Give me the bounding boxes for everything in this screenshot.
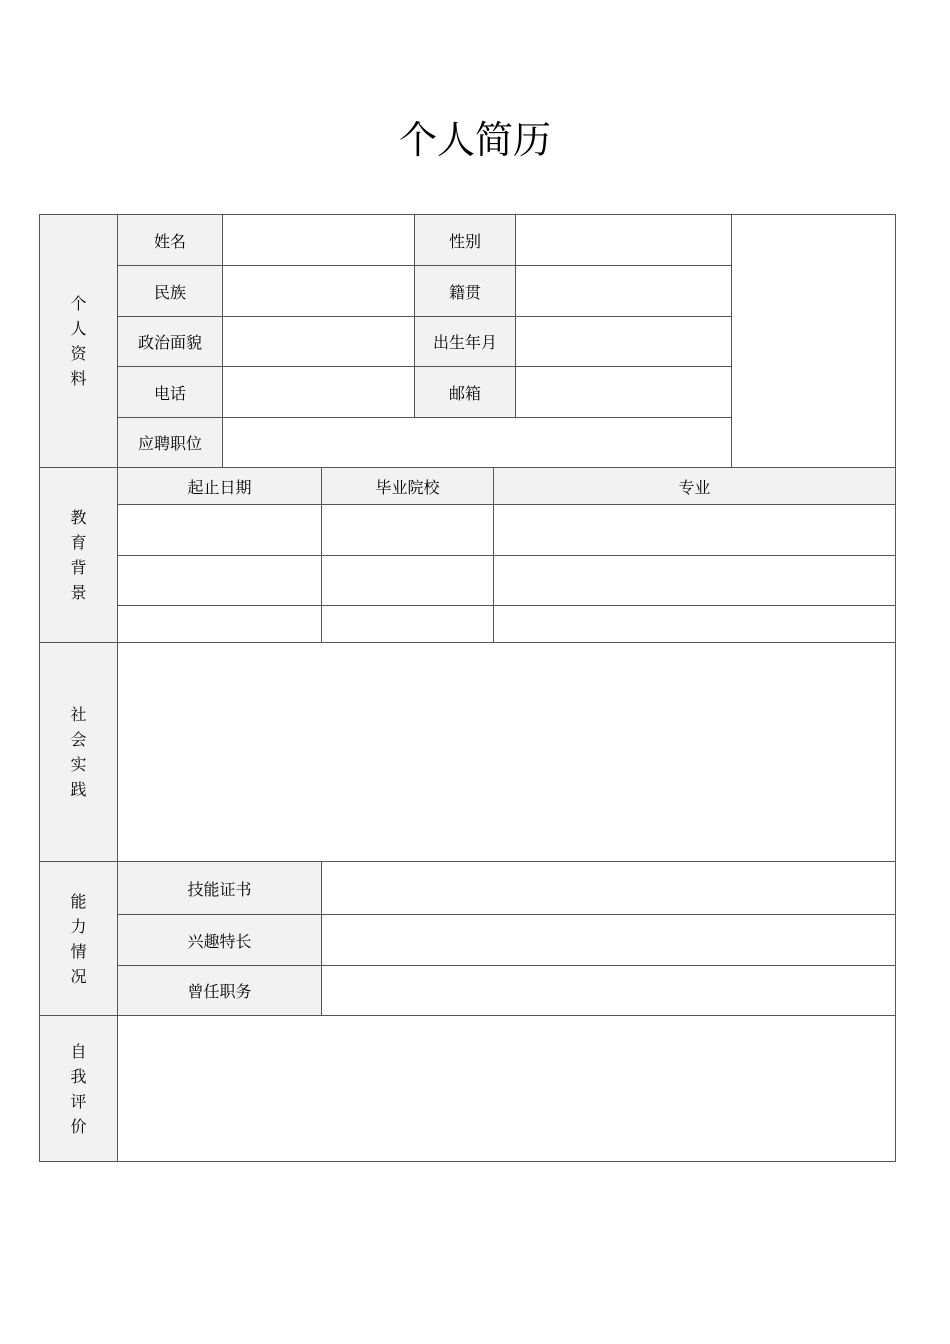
ethnicity-field[interactable] <box>223 266 415 317</box>
education-dates-cell[interactable] <box>118 606 322 643</box>
education-school-cell[interactable] <box>322 505 494 556</box>
native-place-field[interactable] <box>516 266 732 317</box>
social-practice-field[interactable] <box>118 643 896 862</box>
section-ability-char: 力 <box>70 916 87 936</box>
page-title: 个人简历 <box>398 118 551 162</box>
gender-label: 性别 <box>415 215 516 266</box>
political-status-label: 政治面貌 <box>118 317 223 367</box>
section-personal-char: 个 <box>70 294 87 313</box>
section-evaluation-char: 价 <box>70 1116 87 1136</box>
section-education-char: 教 <box>70 508 87 527</box>
education-school-cell[interactable] <box>322 606 494 643</box>
education-school-cell[interactable] <box>322 556 494 606</box>
education-header-major: 专业 <box>494 468 896 505</box>
email-label: 邮箱 <box>415 367 516 418</box>
section-personal-char: 料 <box>70 369 87 388</box>
section-practice-char: 践 <box>70 780 87 799</box>
native-place-label: 籍贯 <box>415 266 516 317</box>
section-social-practice <box>40 643 118 862</box>
hobbies-field[interactable] <box>322 915 896 966</box>
education-major-cell[interactable] <box>494 505 896 556</box>
hobbies-label: 兴趣特长 <box>118 915 322 966</box>
certificates-label: 技能证书 <box>118 862 322 915</box>
section-ability-char: 能 <box>70 891 87 911</box>
photo-box[interactable] <box>732 215 896 468</box>
section-evaluation-char: 我 <box>70 1066 87 1086</box>
section-personal-info <box>40 215 118 468</box>
previous-positions-label: 曾任职务 <box>118 966 322 1016</box>
section-personal-char: 资 <box>70 344 87 363</box>
section-practice-char: 会 <box>70 730 87 749</box>
section-practice-char: 实 <box>70 755 87 774</box>
previous-positions-field[interactable] <box>322 966 896 1016</box>
certificates-field[interactable] <box>322 862 896 915</box>
name-label: 姓名 <box>118 215 223 266</box>
section-evaluation-char: 评 <box>70 1091 87 1111</box>
position-field[interactable] <box>223 418 732 468</box>
email-field[interactable] <box>516 367 732 418</box>
section-self-evaluation <box>40 1016 118 1162</box>
section-education <box>40 468 118 643</box>
name-field[interactable] <box>223 215 415 266</box>
education-dates-cell[interactable] <box>118 505 322 556</box>
section-personal-char: 人 <box>70 319 87 338</box>
education-major-cell[interactable] <box>494 556 896 606</box>
phone-label: 电话 <box>118 367 223 418</box>
education-header-dates: 起止日期 <box>118 468 322 505</box>
education-major-cell[interactable] <box>494 606 896 643</box>
ethnicity-label: 民族 <box>118 266 223 317</box>
birth-date-label: 出生年月 <box>415 317 516 367</box>
gender-field[interactable] <box>516 215 732 266</box>
section-evaluation-char: 自 <box>70 1041 87 1061</box>
section-ability-char: 情 <box>70 941 87 961</box>
section-practice-char: 社 <box>70 705 87 724</box>
section-ability-char: 况 <box>70 966 87 986</box>
birth-date-field[interactable] <box>516 317 732 367</box>
position-label: 应聘职位 <box>118 418 223 468</box>
resume-table <box>39 214 896 1162</box>
education-dates-cell[interactable] <box>118 556 322 606</box>
section-ability <box>40 862 118 1016</box>
political-status-field[interactable] <box>223 317 415 367</box>
phone-field[interactable] <box>223 367 415 418</box>
education-header-school: 毕业院校 <box>322 468 494 505</box>
self-evaluation-field[interactable] <box>118 1016 896 1162</box>
section-education-char: 育 <box>70 533 87 552</box>
section-education-char: 景 <box>70 583 87 602</box>
section-education-char: 背 <box>70 558 87 577</box>
